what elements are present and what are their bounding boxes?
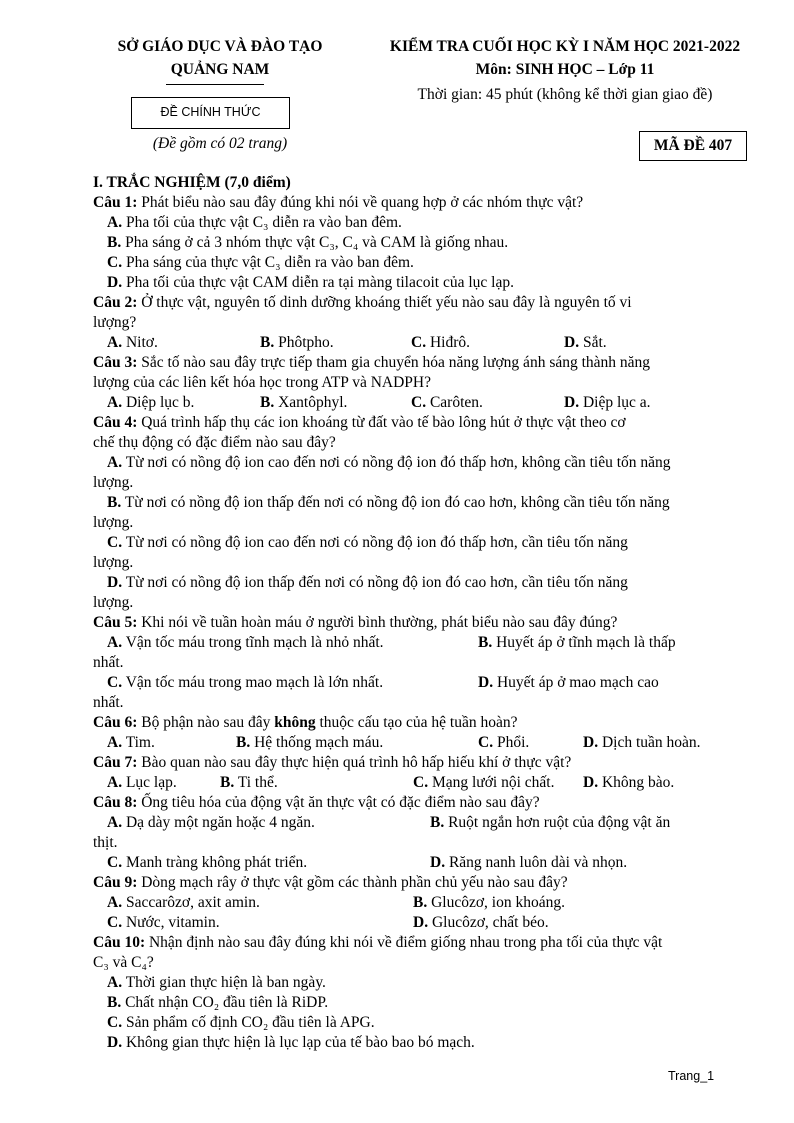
option-c: C. Vận tốc máu trong mao mạch là lớn nhất. (107, 674, 384, 691)
question-2 (93, 293, 723, 353)
question-label: Câu 5: (93, 614, 138, 631)
official-exam-box: ĐỀ CHÍNH THỨC (131, 97, 290, 129)
question-text: chế thụ động có đặc điểm nào sau đây? (93, 434, 336, 451)
option-b: B. Phôtpho. (260, 334, 334, 351)
question-text: lượng của các liên kết hóa học trong ATP và NADPH? (93, 374, 431, 391)
time-line: Thời gian: 45 phút (không kể thời gian giao đề) (417, 86, 713, 103)
province-name: QUẢNG NAM (170, 61, 270, 78)
question-text: Ống tiêu hóa của động vật ăn thực vật có đặc điểm nào sau đây? (141, 794, 540, 811)
section-title: I. TRẮC NGHIỆM (7,0 điểm) (93, 174, 291, 191)
option-c: C. Manh tràng không phát triển. (107, 854, 308, 871)
question-text: C₃ và C₄? (93, 954, 154, 971)
question-text: Quá trình hấp thụ các ion khoáng từ đất vào tế bào lông hút ở thực vật theo cơ (141, 414, 626, 431)
option-c: C. Hiđrô. (411, 334, 470, 351)
question-3 (93, 353, 723, 413)
question-text: Nhận định nào sau đây đúng khi nói về điểm giống nhau trong pha tối của thực vật (148, 934, 663, 951)
emphasis-word: không (274, 714, 316, 731)
question-text: Ở thực vật, nguyên tố dinh dưỡng khoáng thiết yếu nào sau đây là nguyên tố vi (141, 294, 632, 311)
question-label: Câu 7: (93, 754, 138, 771)
option-b: B. Glucôzơ, ion khoáng. (413, 894, 565, 911)
subject-line: Môn: SINH HỌC – Lớp 11 (475, 61, 655, 78)
question-label: Câu 8: (93, 794, 138, 811)
question-label: Câu 10: (93, 934, 146, 951)
question-10 (93, 933, 723, 1053)
question-9 (93, 873, 723, 933)
option-d: D. Diệp lục a. (564, 394, 651, 411)
question-text: Phát biểu nào sau đây đúng khi nói về quang hợp ở các nhóm thực vật? (141, 194, 584, 211)
exam-title: KIỂM TRA CUỐI HỌC KỲ I NĂM HỌC 2021-2022 (389, 38, 741, 55)
question-label: Câu 4: (93, 414, 138, 431)
option-b: B. Ruột ngắn hơn ruột của động vật ăn (430, 814, 671, 831)
question-label: Câu 6: (93, 714, 138, 731)
option-c: C. Pha sáng của thực vật C₃ diễn ra vào ban đêm. (107, 254, 414, 271)
option-c: C. Phổi. (478, 734, 530, 751)
option-c: C. Mạng lưới nội chất. (413, 774, 555, 791)
question-text: lượng? (93, 314, 137, 331)
question-text: Khi nói về tuần hoàn máu ở người bình thường, phát biểu nào sau đây đúng? (141, 614, 618, 631)
option-c: C. Carôten. (411, 394, 483, 411)
option-b: B. Hệ thống mạch máu. (236, 734, 384, 751)
question-label: Câu 3: (93, 354, 138, 371)
question-text: thuộc cấu tạo của hệ tuần hoàn? (319, 714, 518, 731)
option-a: A. Thời gian thực hiện là ban ngày. (107, 974, 326, 991)
option-a: A. Tim. (107, 734, 155, 751)
question-label: Câu 2: (93, 294, 138, 311)
exam-code: MÃ ĐỀ 407 (639, 131, 747, 161)
question-5: Câu 5: Khi nói về tuần hoàn máu ở người bình thường, phát biểu nào sau đây đúng? A. Vận tốc máu trong tĩnh mạch là nhỏ nhất. B. Huyết áp ở tĩnh mạch là thấp nhất. C. Vận tốc máu trong mao mạch là lớn nhất. D. Huyết áp ở mao mạch cao nhất. (93, 614, 676, 711)
question-label: Câu 9: (93, 874, 138, 891)
exam-body (93, 173, 723, 1053)
option-a: A. Vận tốc máu trong tĩnh mạch là nhỏ nhất. (107, 634, 384, 651)
question-4: Câu 4: Quá trình hấp thụ các ion khoáng từ đất vào tế bào lông hút ở thực vật theo cơ chế thụ động có đặc điểm nào sau đây? A. Từ nơi có nồng độ ion cao đến nơi có nồng độ ion đó thấp hơn, không cần tiêu tốn năng lượng. B. Từ nơi có nồng độ ion thấp đến nơi có nồng độ ion đó cao hơn, không cần tiêu tốn năng lượng. C. Từ nơi có nồng độ ion cao đến nơi có nồng độ ion đó thấp hơn, cần tiêu tốn năng lượng. D. Từ nơi có nồng độ ion thấp đến nơi có nồng độ ion đó cao hơn, cần tiêu tốn năng lượng. (93, 413, 723, 613)
option-d: D. Từ nơi có nồng độ ion thấp đến nơi có nồng độ ion đó cao hơn, cần tiêu tốn năng (107, 574, 628, 591)
option-b: B. Pha sáng ở cả 3 nhóm thực vật C₃, C₄ và CAM là giống nhau. (107, 234, 509, 251)
option-b: B. Xantôphyl. (260, 394, 348, 411)
header-underline (166, 84, 264, 85)
option-a: A. Nitơ. (107, 334, 158, 351)
option-b: B. Chất nhận CO₂ đầu tiên là RiDP. (107, 994, 329, 1011)
question-8: Câu 8: Ống tiêu hóa của động vật ăn thực vật có đặc điểm nào sau đây? A. Dạ dày một ngăn hoặc 4 ngăn. B. Ruột ngắn hơn ruột của động vật ăn thịt. C. Manh tràng không phát triển. D. Răng nanh luôn dài và nhọn. (93, 794, 671, 871)
pages-note: (Đề gồm có 02 trang) (152, 135, 288, 152)
option-a: A. Lục lạp. (107, 774, 177, 791)
question-text: Sắc tố nào sau đây trực tiếp tham gia chuyển hóa năng lượng ánh sáng thành năng (141, 354, 651, 371)
option-d: D. Huyết áp ở mao mạch cao (478, 674, 659, 691)
option-b: B. Huyết áp ở tĩnh mạch là thấp (478, 634, 676, 651)
option-a: A. Saccarôzơ, axit amin. (107, 894, 260, 911)
option-a: A. Diệp lục b. (107, 394, 195, 411)
question-6 (93, 713, 723, 753)
option-d: D. Pha tối của thực vật CAM diễn ra tại màng tilacoit của lục lạp. (107, 274, 514, 291)
option-d: D. Sắt. (564, 334, 607, 351)
option-a: A. Dạ dày một ngăn hoặc 4 ngăn. (107, 814, 315, 831)
option-a: A. Pha tối của thực vật C₃ diễn ra vào ban đêm. (107, 214, 402, 231)
option-d: D. Dịch tuần hoàn. (583, 734, 701, 751)
option-c: C. Từ nơi có nồng độ ion cao đến nơi có nồng độ ion đó thấp hơn, cần tiêu tốn năng (107, 534, 628, 551)
option-c: C. Sản phẩm cố định CO₂ đầu tiên là APG. (107, 1014, 375, 1031)
option-d: D. Răng nanh luôn dài và nhọn. (430, 854, 628, 871)
option-d: D. Glucôzơ, chất béo. (413, 914, 549, 931)
option-a: A. Từ nơi có nồng độ ion cao đến nơi có nồng độ ion đó thấp hơn, không cần tiêu tốn năng (107, 454, 671, 471)
question-text: Bào quan nào sau đây thực hiện quá trình hô hấp hiếu khí ở thực vật? (141, 754, 572, 771)
question-1 (93, 193, 723, 293)
option-d: D. Không gian thực hiện là lục lạp của tế bào bao bó mạch. (107, 1034, 475, 1051)
question-7 (93, 753, 723, 793)
page-number: Trang_1 (668, 1069, 715, 1083)
department-name: SỞ GIÁO DỤC VÀ ĐÀO TẠO (117, 38, 323, 55)
question-label: Câu 1: (93, 194, 138, 211)
option-c: C. Nước, vitamin. (107, 914, 220, 931)
question-text: Dòng mạch rây ở thực vật gồm các thành phần chủ yếu nào sau đây? (141, 874, 568, 891)
option-b: B. Ti thể. (220, 774, 278, 791)
option-d: D. Không bào. (583, 774, 675, 791)
question-text: Bộ phận nào sau đây (141, 714, 271, 731)
option-b: B. Từ nơi có nồng độ ion thấp đến nơi có nồng độ ion đó cao hơn, không cần tiêu tốn năng (107, 494, 670, 511)
